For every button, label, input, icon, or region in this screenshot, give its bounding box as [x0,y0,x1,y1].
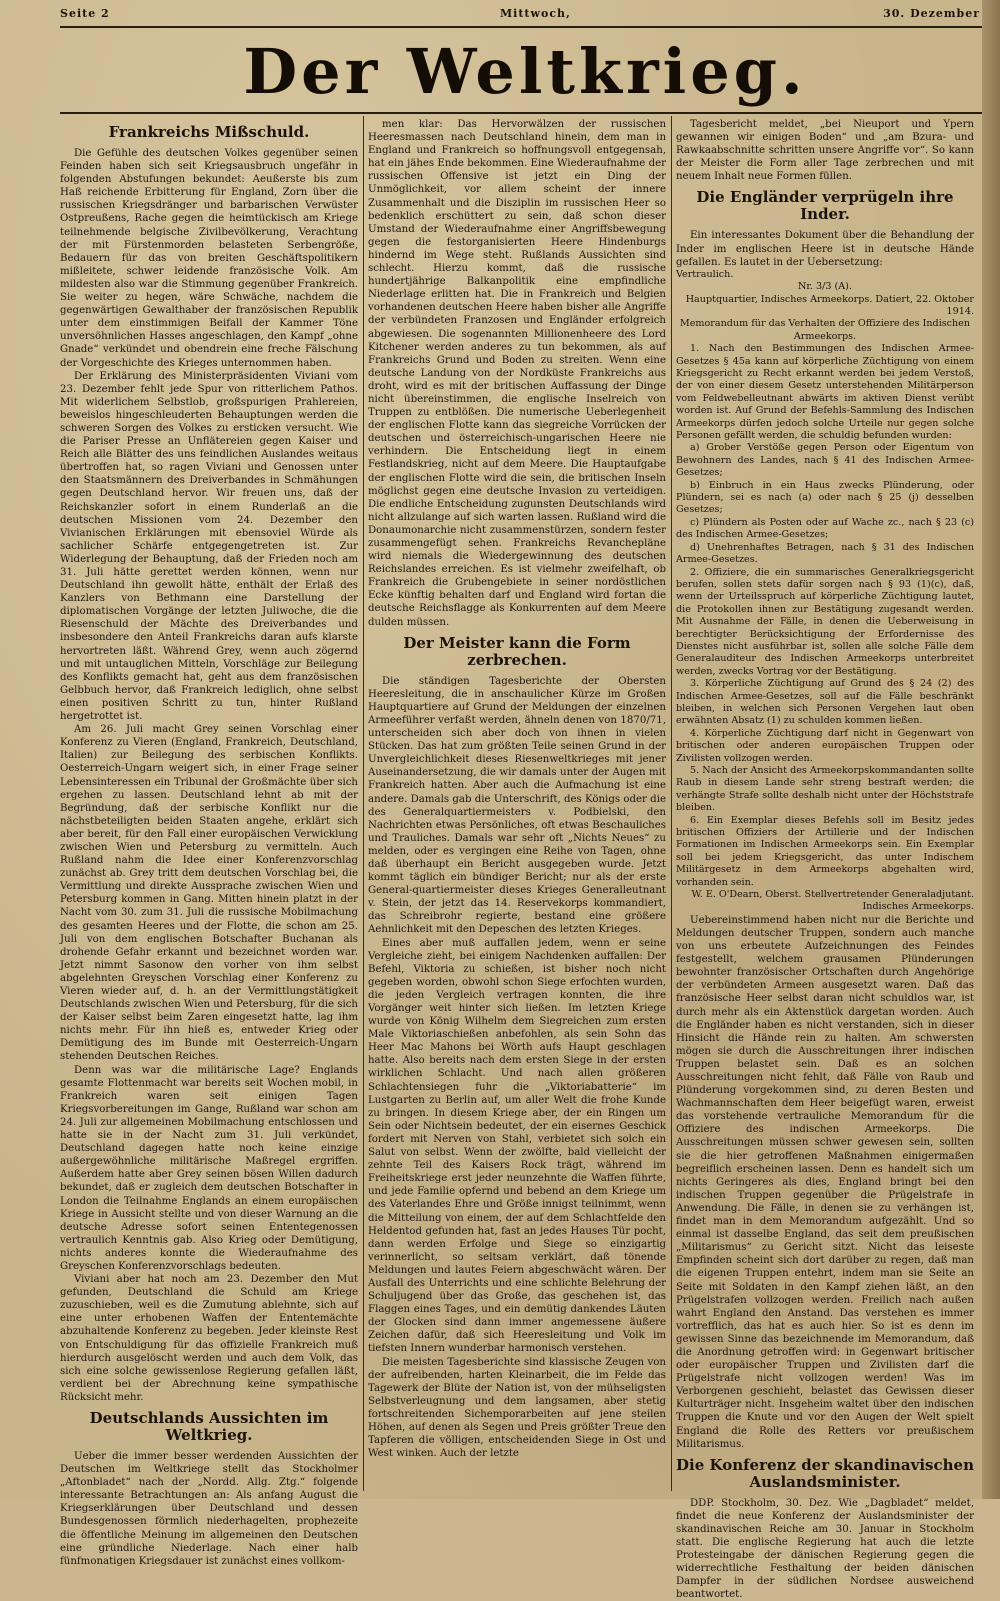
doc-headquarters: Hauptquartier, Indisches Armeekorps. Datiert, 22. Oktober 1914. [685,293,974,317]
paragraph: Die Gefühle des deutschen Volkes gegenüber seinen Feinden haben sich seit Kriegsausbruch ungefähr in folgenden Abstufungen bekundet: Aeußerste bis zum Haß reichende Erbitterung für England, Zorn über die russischen Kriegsdränger und barbarischen Verwüster Ostpreußens, Rache gegen die heimtückisch am Kriege teilnehmende belgische Zivilbevölkerung, Verachtung der mit Fürstenmorden belasteten Serbengröße, Bedauern für das von breiten Geschäftspolitikern mißleitete, schwer leidende französische Volk. Am mildesten also war die Stimmung gegenüber Frankreich. Sie weiter zu hegen, wäre Schwäche, nachdem die gegenwärtigen Gewalthaber der französischen Republik unter dem einstimmigen Beifall der Kammer Töne unversöhnlichen Hasses angeschlagen, den Kampf „ohne Gnade“ verkündet und obendrein eine freche Fälschung der Vorgeschichte des Krieges unternommen haben. [60,148,358,369]
paragraph: Eines aber muß auffallen jedem, wenn er seine Vergleiche zieht, bei einigem Nachdenken auffallen: Der Befehl, Viktoria zu schießen, ist bisher noch nicht gegeben worden, obwohl schon Siege erfochten wurden, die jeden Vergleich vertragen konnten, die ihre Vorgänger weit hinter sich ließen. Im letzten Kriege wurde von König Wilhelm dem Siegreichen zum ersten Male Viktoriaschießen anbefohlen, als sein Sohn das Heer Mac Mahons bei Wörth aufs Haupt geschlagen hatte. Also bereits nach dem ersten Siege in der ersten wirklichen Schlacht. Und nach allen größeren Schlachtensiegen fuhr die „Viktoriabatterie“ im Lustgarten zu Berlin auf, um aller Welt die frohe Kunde zu bringen. In diesem Kriege aber, der ein Ringen um Sein oder Nichtsein bedeutet, der ein eisernes Geschick fordert mit Nerven von Stahl, verbietet sich solch ein Salut von selbst. Wenn der zwölfte, bald vielleicht der zehnte Teil des Kaisers Rock trägt, während im Freiheitskriege erst jeder neunzehnte die Waffen führte, und jede Familie opfernd und bebend an dem Kriege um des Vaterlandes Ehre und Größe innigst teilnimmt, wenn die Mitteilung von einem, der auf dem Schlachtfelde den Heldentod gefunden hat, fast an jedes Hauses Tür pocht, dann werden Erfolge und Siege so einzigartig verinnerlicht, so seltsam verklärt, daß tönende Meldungen und lautes Feiern abgeschwächt wären. Der Ausfall des Unterrichts und eine schlichte Belehrung der Schuljugend über das Große, das geschehen ist, das Flaggen eines Tages, und ein demütig dankendes Läuten der Glocken sind dann immer angemessene äußere Zeichen dafür, daß sich Heeresleitung und Volk im tiefsten Innern wunderbar harmonisch verstehen. [368,937,666,1355]
column-3 [676,118,974,1601]
masthead-rule [60,112,990,114]
page-header [60,4,980,26]
doc-clause: 5. Nach der Ansicht des Armeekorpskommandanten sollte Raub in diesem Lande sehr streng bestraft werden; die verhängte Strafe sollte deshalb nicht unter der Höchststrafe bleiben. [676,765,974,814]
column-divider [363,116,364,1491]
adjacent-page-edge [982,0,1000,1499]
page-number: Seite 2 [60,7,110,20]
column-2 [368,118,666,1491]
column-1 [60,118,358,1567]
doc-subclause: c) Plündern als Posten oder auf Wache zc., nach § 23 (c) des Indischen Armee-Gesetzes; [676,516,974,541]
paragraph: Viviani aber hat noch am 23. Dezember den Mut gefunden, Deutschland die Schuld am Kriege zuzuschieben, weil es die Zumutung ablehnte, sich auf eine unter erhobenen Waffen der Ententemächte abzuhaltende Konferenz zu begeben. Jeder kleinste Rest von Entschuldigung für das offizielle Frankreich muß hierdurch ausgelöscht werden und auch dem Volk, das sich eine solche gewissenlose Regierung gefallen läßt, verdient bei der Abrechnung keine sympathische Rücksicht mehr. [60,1274,358,1403]
paragraph: DDP. Stockholm, 30. Dez. Wie „Dagbladet“ meldet, findet die neue Konferenz der Auslandsminister der skandinavischen Reiche am 30. Januar in Stockholm statt. Die englische Regierung hat auch die letzte Protesteingabe der dänischen Regierung gegen die widerrechtliche Festhaltung der beiden dänischen Dampfer in der südlichen Nordsee ausweichend beantwortet. [676,1497,974,1601]
doc-clause: 2. Offiziere, die ein summarisches Generalkriegsgericht berufen, sollen stets dafür sorgen nach § 93 (1)(c), daß, wenn der Urteilsspruch auf körperliche Züchtigung lautet, die Protokollen ihnen zur Bestätigung zugesandt werden. Mit Ausnahme der Fälle, in denen die Ueberweisung in berechtigter Berücksichtigung der Erfordernisse des Dienstes nicht ausführbar ist, sollen alle solche Fälle dem Generalauditeur des Indischen Armeekorps unterbreitet werden, zwecks Vortrag vor der Bestätigung. [676,566,974,677]
doc-clause: 6. Ein Exemplar dieses Befehls soll im Besitz jedes britischen Offiziers der Artillerie und der Indischen Formationen im Indischen Armeekorps sein. Ein Exemplar soll bei jedem Kriegsgericht, das unter Indischem Militärgesetz in dem Armeekorps abgehalten wird, vorhanden sein. [676,814,974,888]
headline-frankreichs-missschuld: Frankreichs Mißschuld. [108,123,310,141]
paragraph: Denn was war die militärische Lage? Englands gesamte Flottenmacht war bereits seit Wochen mobil, in Frankreich waren seit einigen Tagen Kriegsvorbereitungen im Gange, Rußland war schon am 24. Juli zur allgemeinen Mobilmachung entschlossen und hatte sie in der Nacht zum 31. Juli verkündet, Deutschland dagegen hatte noch keine einzige außergewöhnliche militärische Maßregel ergriffen. Außerdem hatte aber Grey seinen bösen Willen dadurch bekundet, daß er zugleich dem deutschen Botschafter in London die Teilnahme Englands an einem europäischen Kriege in Aussicht stellte und von dieser Warnung an die deutsche Adresse sofort seinen Ententegenossen vertraulich Kenntnis gab. Also Krieg oder Demütigung, nichts anderes konnte die Wiederaufnahme des Greyschen Konferenzvorschlags bedeuten. [60,1064,358,1272]
doc-number: Nr. 3/3 (A). [798,281,852,293]
headline-meister-form: Der Meister kann die Form zerbrechen. [403,633,631,669]
issue-date: 30. Dezember [883,7,980,20]
paragraph: Uebereinstimmend haben nicht nur die Berichte und Meldungen deutscher Truppen, sondern auch manche von uns erbeutete Aufzeichnungen des Feindes festgestellt, welchem grausamen Plünderungen bewohnter französischer Ortschaften durch Angehörige der verbündeten Armeen ausgesetzt waren. Daß das französische Heer selbst daran nicht schuldlos war, ist durch mehr als ein Aktenstück dargetan worden. Auch die Engländer haben es nicht verstanden, sich in dieser Hinsicht die Hände rein zu halten. Am schwersten mögen sie durch die Ausschreitungen ihrer indischen Truppen belastet sein. Daß es an solchen Ausschreitungen nicht fehlt, daß Fälle von Raub und Plünderung vorgekommen sind, zu deren Besten und Wachmannschaften dem Heer beigefügt waren, erweist das vorstehende vertrauliche Memorandum für die Offiziere des indischen Armeekorps. Die Ausschreitungen müssen schwer gewesen sein, sollten sie die hier getroffenen Maßnahmen einigermaßen begreiflich erscheinen lassen. Denn es handelt sich um nichts Geringeres als dies, England bringt bei den indischen Truppen gegenüber die Prügelstrafe in Anwendung. Die Fälle, in denen sie zu verhängen ist, findet man in dem Memorandum aufgezählt. Und so einmal ist dasselbe England, das seit dem preußischen „Militarismus“ zu Gericht sitzt. Nicht das leiseste Empfinden scheint sich dort darüber zu regen, daß man die eigenen Truppen entehrt, indem man sie Seite an Seite mit Soldaten in den Kampf ziehen läßt, an den Prügelstrafen vollzogen werden. Freilich nach außen wahrt England den Anstand. Das verstehen es immer vortrefflich, das hat es auch hier. So ist es denn im gewissen Sinne das bezeichnende im Memorandum, daß die Anordnung getroffen wird: in Gegenwart britischer oder europäischer Truppen und Zivilisten darf die Prügelstrafe nicht vollzogen werden! Was im Verborgenen geschieht, belastet das Gewissen dieser Kulturträger nicht. Insgeheim waltet über den indischen Truppen die Knute und vor den Augen der Welt spielt England die Rolle des Retters vor preußischem Militarismus. [676,914,974,1450]
paragraph: Der Erklärung des Ministerpräsidenten Viviani vom 23. Dezember fehlt jede Spur von ritterlichem Pathos. Mit widerlichem Selbstlob, großspurigen Prahlereien, beweislos hingeschleuderten Behauptungen werden die schweren Sorgen des Volkes zu ersticken versucht. Wie die Pariser Presse an Unflätereien gegen Kaiser und Reich alle Blätter des uns feindlichen Auslandes weitaus übertroffen hat, so ragen Viviani und Genossen unter den Staatsmännern des Dreiverbandes in Schmähungen gegen Deutschland hervor. Wir freuen uns, daß der Reichskanzler sofort in einem Runderlaß an die deutschen Missionen vom 24. Dezember den Vivianischen Erklärungen mit ebensoviel Würde als sachlicher Schärfe entgegengetreten ist. Zur Widerlegung der Behauptung, daß der Frieden noch am 31. Juli hätte gerettet werden können, wenn nur Deutschland ihn gewollt hätte, enthält der Erlaß des Kanzlers von Bethmann eine Darstellung der diplomatischen Vorgänge der letzten Juliwoche, die die Riesenschuld der Mächte des Dreiverbandes und insbesondere den Anteil Frankreichs daran aufs klarste hervortreten läßt. Während Grey, wenn auch zögernd und mit untauglichen Mitteln, Vorschläge zur Beilegung des Konflikts gemacht hat, geht aus dem französischen Gelbbuch hervor, daß Frankreich lediglich, ohne selbst einen positiven Schritt zu tun, hinter Rußland hergetrottet ist. [60,370,358,723]
paragraph: Die ständigen Tagesberichte der Obersten Heeresleitung, die in anschaulicher Kürze im Großen Hauptquartiere auf Grund der Meldungen der einzelnen Armeeführer verfaßt werden, ähneln denen von 1870/71, unterscheiden sich aber doch von ihnen in vielen Stücken. Das hat zum größten Teile seinen Grund in der Unvergleichlichkeit dieses Riesenweltkrieges mit jener Auseinandersetzung, die wir damals unter der Augen mit Frankreich hatten. Aber auch die Aufmachung ist eine andere. Damals gab die Unterschrift, des Königs oder die des Generalquartiermeisters v. Podbielski, den Nachrichten etwas Persönliches, oft etwas Beschauliches und Trauliches. Damals war sehr oft „Nichts Neues“ zu melden, oder es vergingen eine Reihe von Tagen, ohne daß überhaupt ein Bericht ausgegeben wurde. Jetzt kommt täglich ein bündiger Bericht; nur als der erste General-quartiermeister dieses Krieges Generalleutnant v. Stein, der jetzt das 14. Reservekorps kommandiert, das Schreibrohr regierte, bestand eine größere Aehnlichkeit mit den Depeschen des letzten Krieges. [368,675,666,936]
paragraph: Am 26. Juli macht Grey seinen Vorschlag einer Konferenz zu Vieren (England, Frankreich, Deutschland, Italien) zur Beilegung des serbischen Konflikts. Oesterreich-Ungarn weigert sich, in einer Frage seiner Lebensinteressen ein Tribunal der Großmächte über sich ergehen zu lassen. Deutschland lehnt ab mit der Begründung, daß der serbische Konflikt nur die nächstbeteiligten beiden Staaten angehe, erklärt sich aber bereit, für den Fall einer europäischen Verwicklung zwischen Wien und Petersburg zu vermitteln. Auch Rußland nahm die Idee einer Konferenzvorschlag zunächst ab. Grey tritt dem deutschen Vorschlag bei, die Vermittlung und direkte Aussprache zwischen Wien und Petersburg kommen in Gang. Mitten hinein platzt in der Nacht vom 30. zum 31. Juli die russische Mobilmachung des gesamten Heeres und der Flotte, die schon am 25. Juli von dem englischen Botschafter Buchanan als drohende Gefahr erkannt und bezeichnet worden war. Jetzt nimmt Sasonow den vorher von ihm selbst abgelehnten Greyschen Vorschlag einer Konferenz zu Vieren wieder auf, d. h. an der Vermittlungstätigkeit Deutschlands zwischen Wien und Petersburg, für die sich der Kaiser selbst beim Zaren eingesetzt hatte, lag ihm nichts mehr. Für ihn hieß es, entweder Krieg oder Demütigung des im Bunde mit Oesterreich-Ungarn stehenden Deutschen Reiches. [60,724,358,1063]
doc-classification: Vertraulich. [676,268,734,280]
column-divider [671,116,672,1491]
doc-subclause: d) Unehrenhaftes Betragen, nach § 31 des Indischen Armee-Gesetzes. [676,541,974,566]
doc-clause: 3. Körperliche Züchtigung auf Grund des § 24 (2) des Indischen Armee-Gesetzes, soll auf die Fälle beschränkt bleiben, in welchen sich Personen Vergehen laut oben erwähnten Absatz (1) zu schulden kommen ließen. [676,678,974,727]
headline-englaender-inder: Die Engländer verprügeln ihre Inder. [696,188,954,224]
doc-clause: 1. Nach den Bestimmungen des Indischen Armee-Gesetzes § 45a kann auf körperliche Züchtigung von einem Kriegsgericht zu Recht erkannt werden bei jedem Verstoß, der von einer diesem Gesetz unterstehenden Militärperson vom Feldwebelleutnant abwärts im aktiven Dienst verübt worden ist. Auf Grund der Befehls-Sammlung des Indischen Armeekorps dürfen jedoch solche Urteile nur gegen solche Personen gefällt werden, die schuldig befunden wurden: [676,343,974,442]
paragraph: men klar: Das Hervorwälzen der russischen Heeresmassen nach Deutschland hinein, dem man in England und Frankreich so hoffnungsvoll entgegensah, hat ein jähes Ende bekommen. Eine Wiederaufnahme der russischen Offensive ist jetzt ein Ding der Unmöglichkeit, vor allem scheint der innere Zusammenhalt und die Disziplin im russischen Heer so bedenklich erschüttert zu sein, daß schon dieser Umstand der Wiederaufnahme einer Angriffsbewegung gegen die festorganisierten Heere Hindenburgs hindernd im Wege steht. Rußlands Aussichten sind schlecht. Hierzu kommt, daß die russische hundertjährige Balkanpolitik eine empfindliche Niederlage erlitten hat. Die in Frankreich und Belgien vorhandenen deutschen Heere haben bisher alle Angriffe der verbündeten Franzosen und Engländer erfolgreich abgewiesen. Die sogenannten Millionenheere des Lord Kitchener werden anderes zu tun bekommen, als auf Frankreichs Grund und Boden zu streiten. Wenn eine deutsche Landung von der Nordküste Frankreichs aus droht, wird es mit der britischen Auffassung der Dinge nicht übereinstimmen, die englische Inselreich von Truppen zu entblößen. Die numerische Ueberlegenheit der englischen Flotte kann das siegreiche Vorrücken der deutschen und österreichisch-ungarischen Heere nie verhindern. Die Entscheidung liegt in einem Festlandskrieg, nicht auf dem Meere. Die Hauptaufgabe der englischen Flotte wird die sein, die britischen Inseln möglichst gegen eine deutsche Invasion zu verteidigen. Die endliche Entscheidung zugunsten Deutschlands wird nicht allzulange auf sich warten lassen. Rußland wird die Donaumonarchie nicht zusammenstürzen, sondern fester zusammengefügt sehen. Frankreichs Revanchepläne wird niemals die Wiedergewinnung des deutschen Reichslandes erreichen. Es ist vielmehr zweifelhaft, ob Frankreich die Grubengebiete in seiner nordöstlichen Ecke künftig behalten darf und England wird fortan die deutsche Reichsflagge als Konkurrenten auf dem Meere dulden müssen. [368,119,666,628]
doc-subclause: b) Einbruch in ein Haus zwecks Plünderung, oder Plündern, sei es nach (a) oder nach § 25 (j) desselben Gesetzes; [676,479,974,516]
doc-clause: 4. Körperliche Züchtigung darf nicht in Gegenwart von britischen oder anderen europäischen Truppen oder Zivilisten vollzogen werden. [676,727,974,764]
doc-title: Memorandum für das Verhalten der Offiziere des Indischen Armeekorps. [679,318,971,342]
headline-deutschlands-aussichten: Deutschlands Aussichten im Weltkrieg. [89,1409,329,1444]
doc-signature: W. E. O'Dearn, Oberst. Stellvertretender Generaladjutant. Indisches Armeekorps. [691,889,974,913]
weekday: Mittwoch, [500,7,571,20]
paragraph: Ein interessantes Dokument über die Behandlung der Inder im englischen Heere ist in deutsche Hände gefallen. Es lautet in der Uebersetzung: [676,230,974,268]
memorandum-document [676,269,974,914]
headline-skandinavische-konferenz: Die Konferenz der skandinavischen Auslandsminister. [676,1455,974,1491]
masthead-title: Der Weltkrieg. [243,35,807,108]
doc-subclause: a) Grober Verstöße gegen Person oder Eigentum von Bewohnern des Landes, nach § 41 des Indischen Armee-Gesetzes; [676,442,974,479]
paragraph: Die meisten Tagesberichte sind klassische Zeugen von der aufreibenden, harten Kleinarbeit, die im Felde das Tagewerk der Blüte der Nation ist, von der mühseligsten Selbstverleugnung und dem langsamen, aber stetig fortschreitenden Sichemporarbeiten auf jene steilen Höhen, auf denen als Segen und Preis größter Treue den Tapferen die völligen, entscheidenden Siege in Ost und West winken. Auch der letzte [368,1356,666,1460]
paragraph: Ueber die immer besser werdenden Aussichten der Deutschen im Weltkriege stellt das Stockholmer „Aftonbladet“ nach der „Nordd. Allg. Ztg.“ folgende interessante Betrachtungen an: Als anfang August die Kriegserklärungen über Deutschland und dessen Bundesgenossen förmlich niederhagelten, prophezeite die öffentliche Meinung im allgemeinen den Deutschen eine gründliche Niederlage. Nach einer halb fünfmonatigen Kriegsdauer ist zunächst eines vollkom- [60,1451,358,1567]
header-rule [60,26,990,28]
paragraph: Tagesbericht meldet, „bei Nieuport und Ypern gewannen wir einigen Boden“ und „am Bzura- und Rawkaabschnitte schritten unsere Angriffe vor“. So kann der Meister die Form aller Tage zerbrechen und mit neuem Inhalt neue Formen füllen. [676,119,974,183]
